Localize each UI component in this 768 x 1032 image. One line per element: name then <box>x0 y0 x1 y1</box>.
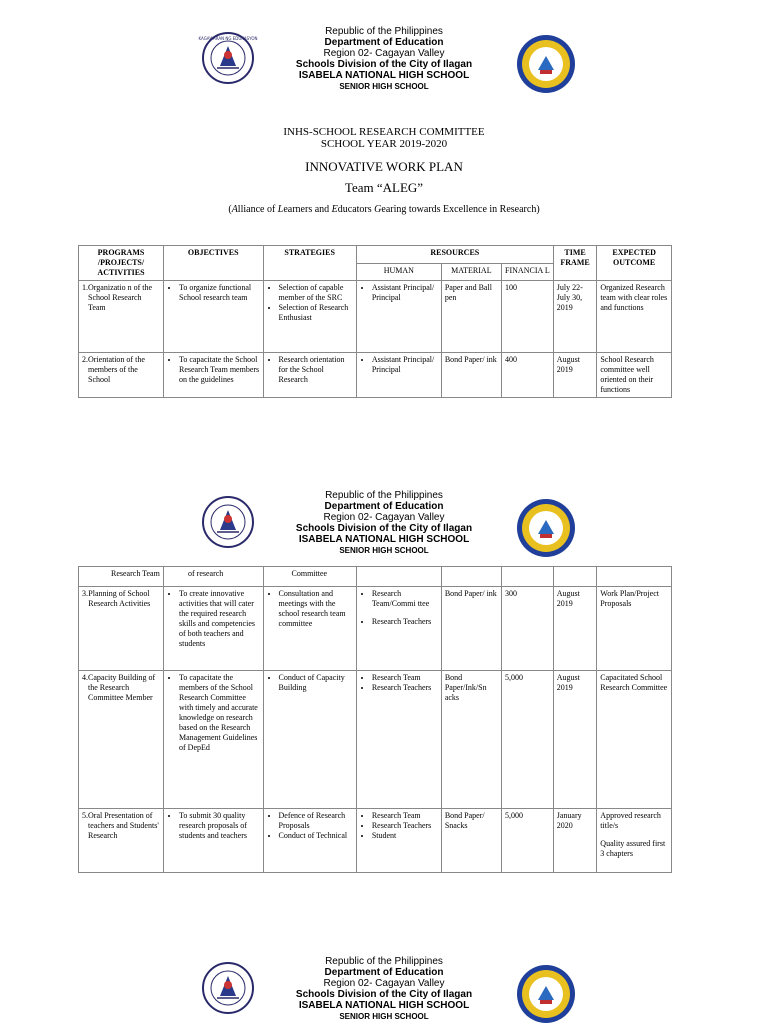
human-item: • Research Teachers <box>372 821 438 831</box>
human-cell <box>356 809 441 873</box>
time-cell: August 2019 <box>553 353 597 398</box>
objectives-cell <box>164 671 264 809</box>
acronym-letter: L <box>277 204 284 215</box>
table-row <box>79 281 672 353</box>
work-plan-table <box>78 245 672 398</box>
region-line: Region 02- Cagayan Valley <box>323 512 445 523</box>
material-cell <box>441 567 501 587</box>
program-cell <box>79 281 164 353</box>
table-row <box>79 567 672 587</box>
program-cell <box>79 353 164 398</box>
human-item: • Research Teachers <box>372 683 438 693</box>
human-cell <box>356 671 441 809</box>
material-cell: Bond Paper/ ink <box>441 587 501 671</box>
financial-cell: 300 <box>501 587 553 671</box>
program-cell: Research Team <box>79 567 164 587</box>
division-line: Schools Division of the City of Ilagan <box>295 59 473 70</box>
header-programs: PROGRAMS /PROJECTS/ ACTIVITIES <box>79 246 164 281</box>
table-row <box>79 809 672 873</box>
strategy-item: • Research orientation for the School Research <box>279 355 353 385</box>
row-number: 2. <box>82 355 88 364</box>
row-number: 3. <box>82 589 88 598</box>
header-resources: RESOURCES <box>356 246 553 264</box>
republic-line: Republic of the Philippines <box>325 26 443 37</box>
program-text: Orientation of the members of the School <box>88 355 145 384</box>
objectives-cell <box>164 353 264 398</box>
page-2 <box>0 456 768 908</box>
region-line: Region 02- Cagayan Valley <box>323 978 445 989</box>
human-item: • Student <box>372 831 438 841</box>
work-plan-table-continued <box>78 566 672 873</box>
strategy-item: • Selection of Research Enthusiast <box>279 303 353 323</box>
table-row <box>79 671 672 809</box>
human-item: • Research Team <box>372 673 438 683</box>
objective-item: • To organize functional School research team <box>179 283 260 303</box>
strategies-cell: Committee <box>263 567 356 587</box>
acronym-letter: A <box>231 204 238 215</box>
header-financial: FINANCIA L <box>501 263 553 281</box>
header-objectives: OBJECTIVES <box>164 246 264 281</box>
financial-cell: 400 <box>501 353 553 398</box>
seal-ring-text: KAGAWARAN NG EDUKASYON <box>198 36 258 41</box>
school-seal-icon <box>516 964 576 1024</box>
objectives-cell <box>164 809 264 873</box>
level-line: SENIOR HIGH SCHOOL <box>339 82 429 91</box>
department-line: Department of Education <box>324 37 444 48</box>
department-line: Department of Education <box>324 967 444 978</box>
outcome-cell: Work Plan/Project Proposals <box>597 587 672 671</box>
program-text: Planning of School Research Activities <box>88 589 151 608</box>
header-strategies: STRATEGIES <box>263 246 356 281</box>
row-number: 1. <box>82 283 88 292</box>
human-cell <box>356 353 441 398</box>
objective-item: • To create innovative activities that will cater the required research skills and competencies of both teachers and students <box>179 589 260 649</box>
outcome-text: Quality assured first 3 chapters <box>600 839 666 858</box>
strategy-item: • Selection of capable member of the SRC <box>279 283 353 303</box>
strategies-cell <box>263 809 356 873</box>
school-line: ISABELA NATIONAL HIGH SCHOOL <box>298 534 470 545</box>
plan-title: INNOVATIVE WORK PLAN <box>305 159 463 174</box>
division-line: Schools Division of the City of Ilagan <box>295 523 473 534</box>
financial-cell: 100 <box>501 281 553 353</box>
strategies-cell <box>263 671 356 809</box>
strategy-item: • Defence of Research Proposals <box>279 811 353 831</box>
region-line: Region 02- Cagayan Valley <box>323 48 445 59</box>
program-text: Organizatio n of the School Research Team <box>88 283 153 312</box>
division-line: Schools Division of the City of Ilagan <box>295 989 473 1000</box>
program-text: Capacity Building of the Research Committee Member <box>88 673 156 702</box>
team-acronym <box>0 204 768 216</box>
human-cell <box>356 567 441 587</box>
acronym-part: earing towards Excellence in Research) <box>381 204 540 215</box>
time-cell: August 2019 <box>553 587 597 671</box>
objective-item: • To capacitate the School Research Team members on the guidelines <box>179 355 260 385</box>
republic-line: Republic of the Philippines <box>325 490 443 501</box>
acronym-letter: E <box>331 204 338 215</box>
objective-item: • To capacitate the members of the School Research Committee with timely and accurate knowledge on research based on the Research Management Guidelines of DepEd <box>179 673 260 753</box>
document-titles <box>0 126 768 216</box>
financial-cell <box>501 567 553 587</box>
time-cell <box>553 567 597 587</box>
table-row <box>79 587 672 671</box>
human-item: • Research Teachers <box>372 617 438 627</box>
letterhead <box>0 22 768 102</box>
acronym-letter: G <box>374 204 382 215</box>
objectives-cell: of research <box>164 567 264 587</box>
strategies-cell <box>263 587 356 671</box>
strategy-item: • Conduct of Technical <box>279 831 353 841</box>
school-line: ISABELA NATIONAL HIGH SCHOOL <box>298 1000 470 1011</box>
page-3 <box>0 918 768 1024</box>
school-year: SCHOOL YEAR 2019-2020 <box>320 138 448 150</box>
row-number: 4. <box>82 673 88 682</box>
row-number: 5. <box>82 811 88 820</box>
strategies-cell <box>263 353 356 398</box>
program-cell <box>79 809 164 873</box>
page-1 <box>0 0 768 440</box>
objectives-cell <box>164 281 264 353</box>
outcome-text: Approved research title/s <box>600 811 661 830</box>
human-item: • Research Team/Commi ttee <box>372 589 438 609</box>
committee-title: INHS-SCHOOL RESEARCH COMMITTEE <box>283 126 485 138</box>
team-name: Team “ALEG” <box>344 180 424 195</box>
letterhead <box>0 486 768 566</box>
department-line: Department of Education <box>324 501 444 512</box>
header-time-frame: TIME FRAME <box>553 246 597 281</box>
objectives-cell <box>164 587 264 671</box>
strategy-item: • Conduct of Capacity Building <box>279 673 353 693</box>
outcome-cell: School Research committee well oriented on their functions <box>597 353 672 398</box>
acronym-part: ducators <box>337 204 375 215</box>
outcome-cell: Organized Research team with clear roles and functions <box>597 281 672 353</box>
level-line: SENIOR HIGH SCHOOL <box>339 1012 429 1021</box>
human-item: • Research Team <box>372 811 438 821</box>
school-line: ISABELA NATIONAL HIGH SCHOOL <box>298 70 470 81</box>
material-cell: Bond Paper/ ink <box>441 353 501 398</box>
human-cell <box>356 587 441 671</box>
time-cell: January 2020 <box>553 809 597 873</box>
acronym-part: ( <box>228 204 232 215</box>
program-text: Oral Presentation of teachers and Students' Research <box>88 811 159 840</box>
outcome-cell: Capacitated School Research Committee <box>597 671 672 809</box>
program-cell <box>79 587 164 671</box>
financial-cell: 5,000 <box>501 809 553 873</box>
time-cell: July 22- July 30, 2019 <box>553 281 597 353</box>
acronym-part: lliance of <box>237 204 278 215</box>
school-seal-icon <box>516 498 576 558</box>
material-cell: Paper and Ball pen <box>441 281 501 353</box>
republic-line: Republic of the Philippines <box>325 956 443 967</box>
table-row <box>79 353 672 398</box>
acronym-part: earners and <box>283 204 332 215</box>
financial-cell: 5,000 <box>501 671 553 809</box>
school-seal-icon <box>516 34 576 94</box>
strategy-item: • Consultation and meetings with the school research team committee <box>279 589 353 629</box>
header-material: MATERIAL <box>441 263 501 281</box>
human-cell <box>356 281 441 353</box>
program-cell <box>79 671 164 809</box>
level-line: SENIOR HIGH SCHOOL <box>339 546 429 555</box>
material-cell: Bond Paper/Ink/Sn acks <box>441 671 501 809</box>
time-cell: August 2019 <box>553 671 597 809</box>
header-outcome: EXPECTED OUTCOME <box>597 246 672 281</box>
material-cell: Bond Paper/ Snacks <box>441 809 501 873</box>
strategies-cell <box>263 281 356 353</box>
header-human: HUMAN <box>356 263 441 281</box>
letterhead <box>0 952 768 1032</box>
human-item: • Assistant Principal/ Principal <box>372 283 438 303</box>
outcome-cell <box>597 567 672 587</box>
objective-item: • To submit 30 quality research proposals of students and teachers <box>179 811 260 841</box>
outcome-cell <box>597 809 672 873</box>
human-item: • Assistant Principal/ Principal <box>372 355 438 375</box>
